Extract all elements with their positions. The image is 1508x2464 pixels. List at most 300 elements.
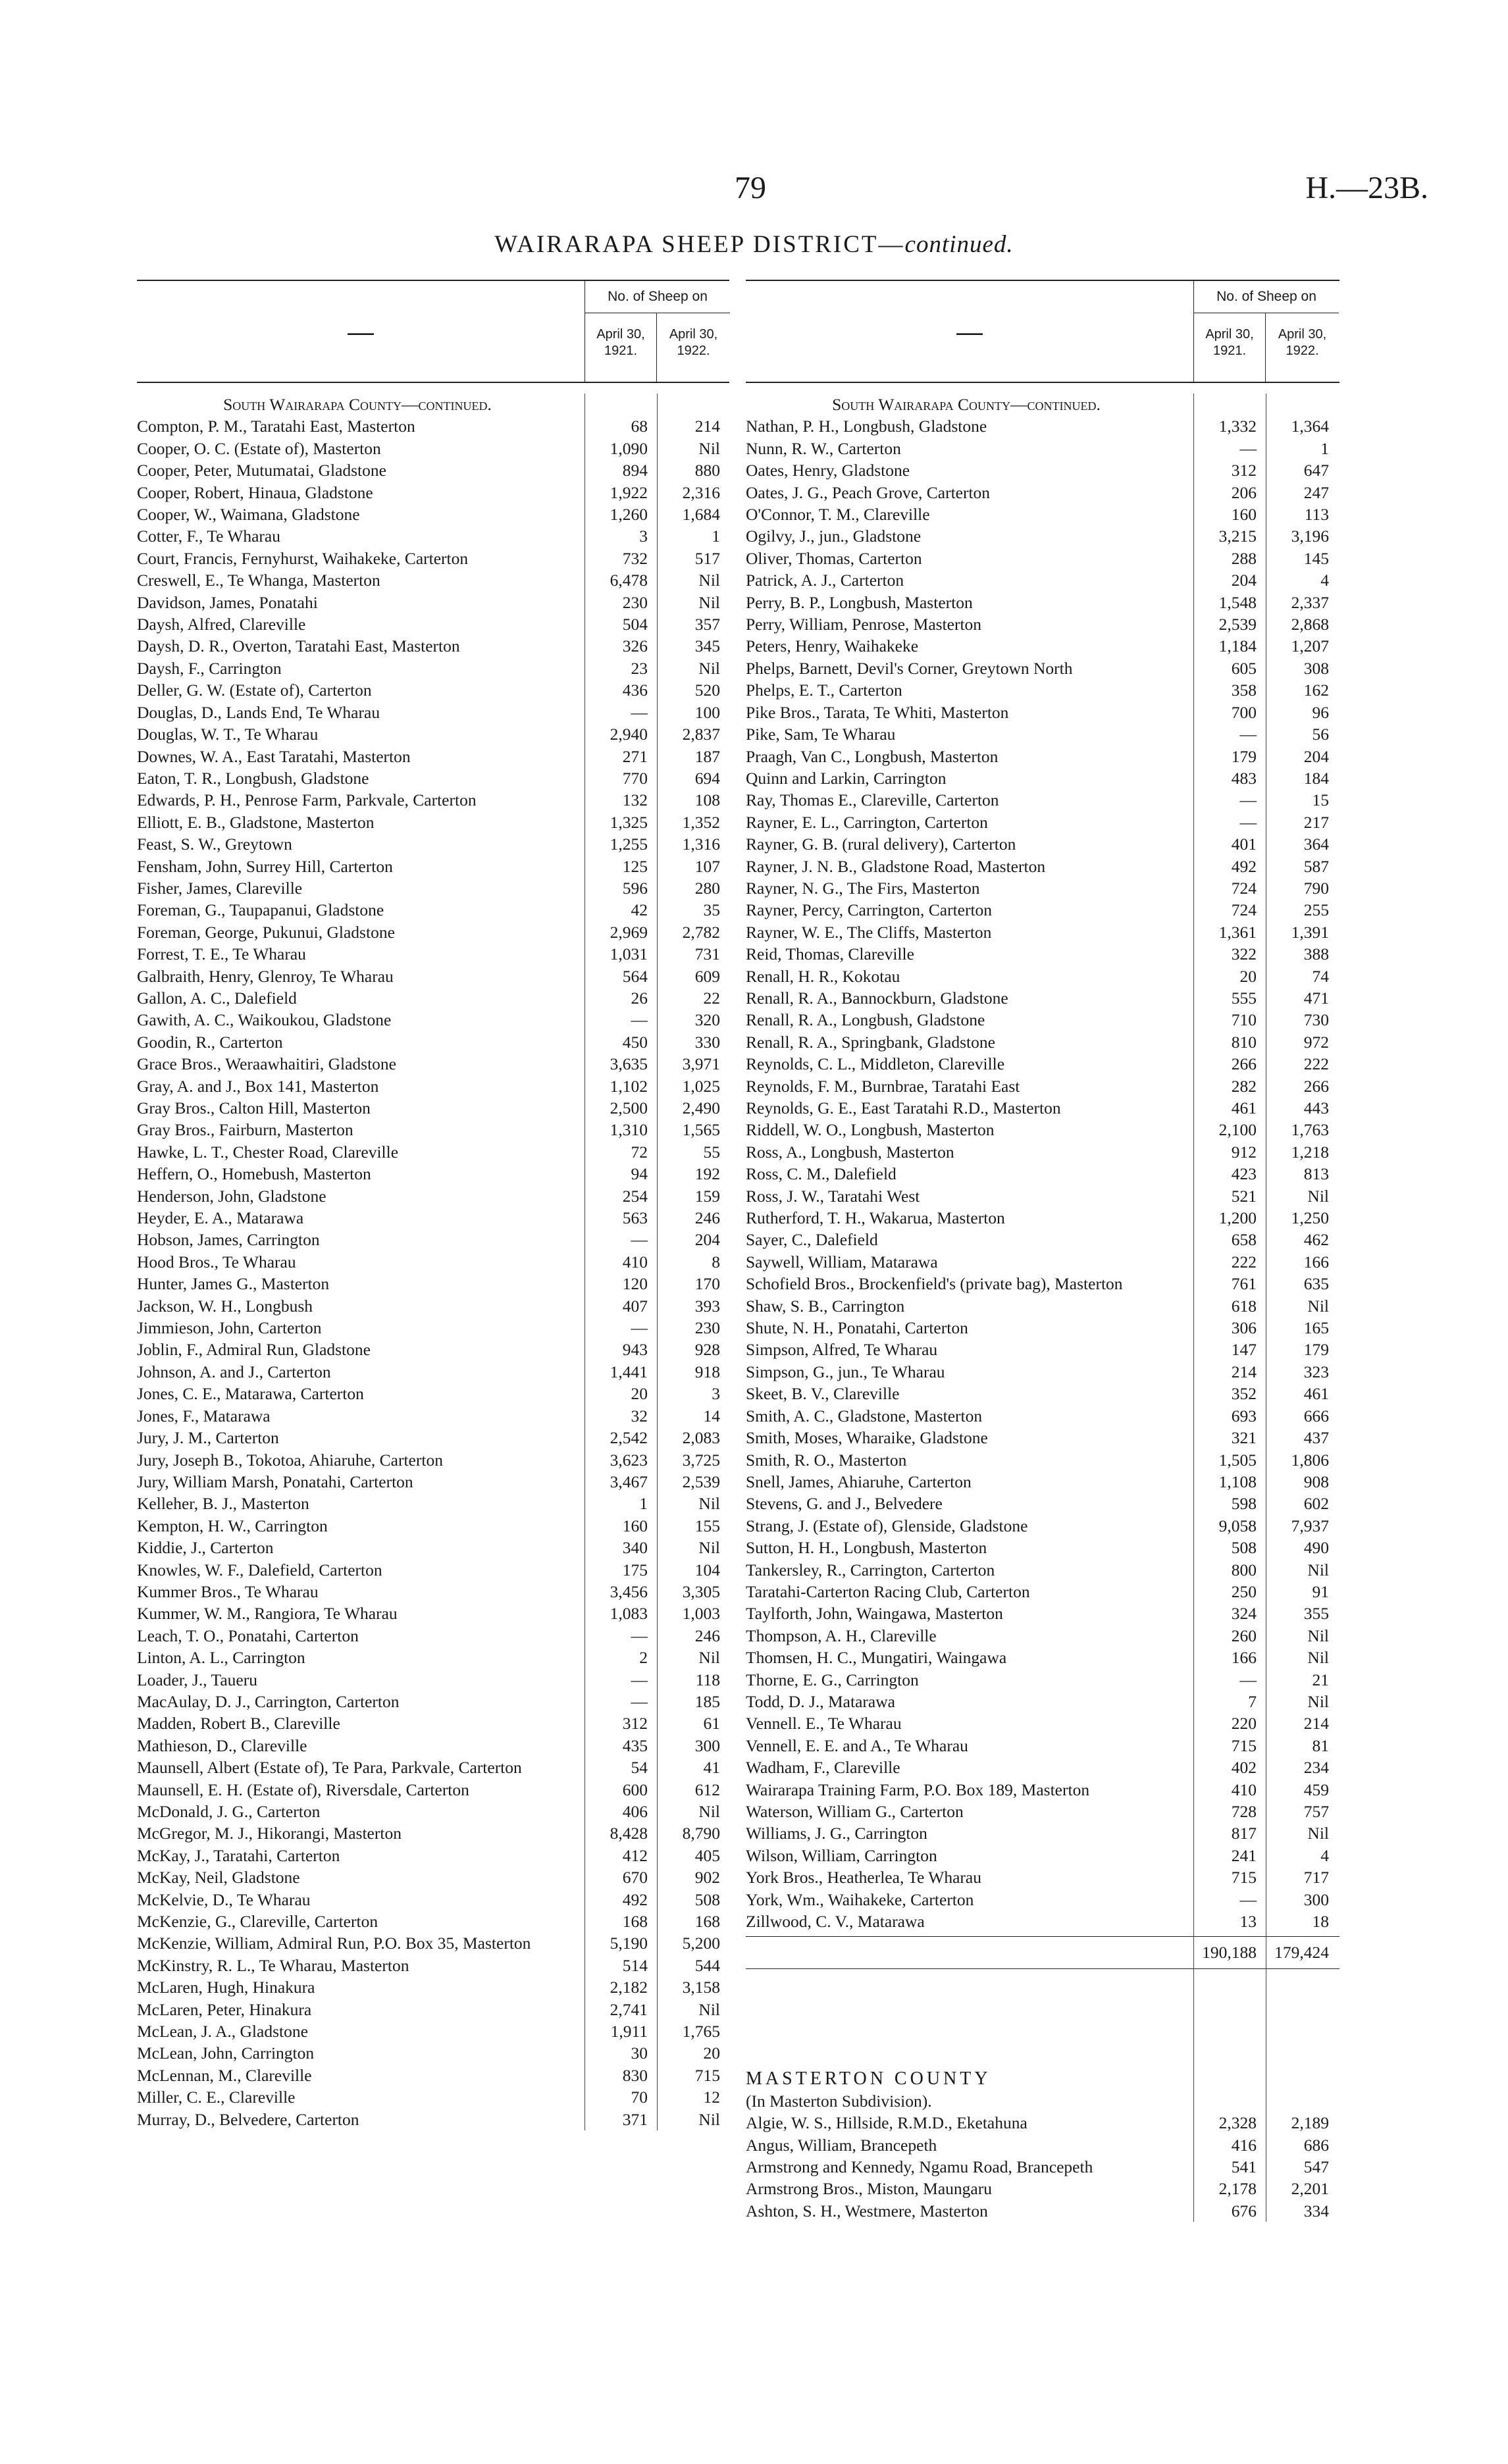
sheep-1921: 514 (622, 1955, 648, 1975)
owner-name: Grace Bros., Weraawhaitiri, Gladstone (137, 1054, 397, 1074)
owner-name: Foreman, G., Taupapanui, Gladstone (137, 900, 384, 920)
sheep-1922: 405 (694, 1845, 720, 1865)
table-row (746, 1911, 1339, 1932)
sheep-1921: 410 (622, 1252, 648, 1271)
sheep-1921: 26 (631, 988, 648, 1008)
sheep-1921: 693 (1231, 1406, 1257, 1425)
sheep-1922: 21 (1312, 1670, 1329, 1689)
total-1921: 190,188 (1202, 1943, 1257, 1963)
sheep-1922: 100 (694, 702, 720, 722)
sheep-1921: 504 (622, 615, 648, 634)
owner-name: Miller, C. E., Clareville (137, 2088, 296, 2107)
table-row (746, 811, 1339, 833)
table-row (746, 2134, 1339, 2156)
sheep-1921: 1,441 (610, 1362, 648, 1381)
owner-name: Jury, William Marsh, Ponatahi, Carterton (137, 1472, 413, 1491)
table-row (746, 1845, 1339, 1866)
sheep-1922: 880 (694, 461, 720, 480)
sheep-1922: 459 (1303, 1780, 1329, 1799)
sheep-1921: 830 (622, 2065, 648, 2085)
table-row (137, 2065, 729, 2086)
owner-name: Leach, T. O., Ponatahi, Carterton (137, 1626, 359, 1645)
sheep-1921: 312 (622, 1714, 648, 1733)
sheep-1922: 113 (1304, 505, 1329, 525)
sheep-1921: 676 (1231, 2201, 1257, 2220)
sheep-1922: Nil (698, 571, 720, 590)
owner-name: Renall, R. A., Longbush, Gladstone (746, 1010, 985, 1030)
table-row (746, 613, 1339, 635)
table-row (746, 1229, 1339, 1250)
owner-name: Algie, W. S., Hillside, R.M.D., Eketahuna (746, 2113, 1027, 2133)
owner-name: Thorne, E. G., Carrington (746, 1670, 919, 1689)
sheep-1922: 35 (703, 900, 720, 920)
owner-name: McKenzie, G., Clareville, Carterton (137, 1912, 378, 1932)
sheep-1922: 323 (1303, 1362, 1329, 1381)
table-row (137, 1581, 729, 1603)
table-row (137, 1449, 729, 1471)
owner-name: Sutton, H. H., Longbush, Masterton (746, 1538, 987, 1558)
sheep-1922: 234 (1303, 1758, 1329, 1778)
table-row (137, 592, 729, 613)
sheep-1922: 300 (694, 1735, 720, 1755)
table-row (137, 1845, 729, 1866)
sheep-1922: 587 (1303, 856, 1329, 876)
sheep-1921: — (1239, 1670, 1257, 1689)
sheep-1922: 2,189 (1291, 2113, 1329, 2133)
sheep-1922: 162 (1303, 680, 1329, 700)
sheep-1921: 412 (622, 1845, 648, 1865)
owner-name: Cooper, Robert, Hinaua, Gladstone (137, 482, 373, 502)
table-row (137, 635, 729, 657)
sheep-1922: 790 (1303, 878, 1329, 898)
sheep-1921: 3,623 (610, 1450, 648, 1470)
sheep-1921: 800 (1231, 1560, 1257, 1579)
owner-name: Skeet, B. V., Clareville (746, 1384, 900, 1404)
owner-name: Rayner, E. L., Carrington, Carterton (746, 812, 988, 832)
sheep-1921: 810 (1231, 1032, 1257, 1052)
table-row (746, 1735, 1339, 1757)
table-row (746, 1647, 1339, 1668)
owner-name: Simpson, G., jun., Te Wharau (746, 1362, 945, 1381)
sheep-1922: 12 (703, 2088, 720, 2107)
sheep-1921: 166 (1231, 1648, 1257, 1668)
sheep-1921: 2,500 (610, 1098, 648, 1117)
table-row (137, 877, 729, 899)
table-row (746, 1625, 1339, 1647)
owner-name: Todd, D. J., Matarawa (746, 1691, 895, 1711)
sheep-1922: 612 (694, 1780, 720, 1799)
table-row (137, 1669, 729, 1691)
sheep-1921: 282 (1231, 1076, 1257, 1096)
sheep-1921: 715 (1231, 1868, 1257, 1887)
title-main: WAIRARAPA SHEEP DISTRICT— (494, 231, 905, 258)
table-row (137, 943, 729, 965)
sheep-1921: 160 (622, 1516, 648, 1535)
table-row (746, 1009, 1339, 1031)
table-row (746, 2200, 1339, 2222)
sheep-1921: 250 (1231, 1581, 1257, 1601)
table-row (137, 525, 729, 547)
sheep-1922: 2,868 (1291, 615, 1329, 634)
sheep-1921: 3,456 (610, 1581, 648, 1601)
table-row (137, 2020, 729, 2042)
sheep-1921: 1,361 (1218, 922, 1257, 942)
owner-name: Fisher, James, Clareville (137, 878, 303, 898)
owner-name: Taylforth, John, Waingawa, Masterton (746, 1604, 1003, 1624)
sheep-1922: 15 (1312, 790, 1329, 810)
sheep-1922: 1,364 (1291, 417, 1329, 436)
sheep-1922: 1,684 (682, 505, 720, 525)
table-row (137, 1471, 729, 1493)
table-row (746, 1295, 1339, 1317)
sheep-1921: 710 (1231, 1010, 1257, 1030)
owner-name: Hawke, L. T., Chester Road, Clareville (137, 1142, 399, 1162)
sheep-1921: 521 (1231, 1186, 1257, 1206)
owner-name: York, Wm., Waihakeke, Carterton (746, 1889, 974, 1909)
table-row (746, 679, 1339, 701)
owner-name: Davidson, James, Ponatahi (137, 592, 318, 612)
sheep-1921: 410 (1231, 1780, 1257, 1799)
owner-name: Foreman, George, Pukunui, Gladstone (137, 922, 395, 942)
sheep-1922: 104 (694, 1560, 720, 1579)
owner-name: Williams, J. G., Carrington (746, 1824, 927, 1843)
owner-name: Angus, William, Brancepeth (746, 2135, 937, 2155)
owner-name: Oliver, Thomas, Carterton (746, 548, 922, 568)
owner-name: Rayner, Percy, Carrington, Carterton (746, 900, 993, 920)
owner-name: Cooper, Peter, Mutumatai, Gladstone (137, 461, 386, 480)
sheep-1922: Nil (1307, 1186, 1329, 1206)
owner-name: Gray Bros., Calton Hill, Masterton (137, 1098, 371, 1117)
sheep-1922: 757 (1303, 1802, 1329, 1821)
table-row (137, 657, 729, 679)
sheep-1921: 715 (1231, 1735, 1257, 1755)
sheep-1921: 220 (1231, 1714, 1257, 1733)
owner-name: Creswell, E., Te Whanga, Masterton (137, 571, 380, 590)
sheep-1922: 55 (703, 1142, 720, 1162)
owner-name: Waterson, William G., Carterton (746, 1802, 964, 1821)
sheep-1921: 605 (1231, 658, 1257, 678)
owner-name: McKinstry, R. L., Te Wharau, Masterton (137, 1955, 409, 1975)
owner-name: Jackson, W. H., Longbush (137, 1296, 313, 1316)
table-row (746, 1207, 1339, 1229)
table-row (137, 1229, 729, 1250)
sheep-1922: 334 (1303, 2201, 1329, 2220)
sheep-1922: 3,971 (682, 1054, 720, 1074)
table-row (746, 1031, 1339, 1053)
sheep-1922: 266 (1303, 1076, 1329, 1096)
sheep-1922: 320 (694, 1010, 720, 1030)
table-row (137, 1955, 729, 1976)
sheep-1921: 222 (1231, 1252, 1257, 1271)
owner-name: Smith, R. O., Masterton (746, 1450, 907, 1470)
sheep-1922: Nil (1307, 1691, 1329, 1711)
table-row (746, 921, 1339, 943)
owner-name: Wilson, William, Carrington (746, 1845, 937, 1865)
left-rows (137, 415, 729, 2130)
sheep-1921: 598 (1231, 1494, 1257, 1514)
sheep-1922: 2,201 (1291, 2179, 1329, 2199)
table-row (746, 1185, 1339, 1207)
owner-name: Wadham, F., Clareville (746, 1758, 900, 1778)
table-row (746, 1866, 1339, 1888)
owner-name: Henderson, John, Gladstone (137, 1186, 326, 1206)
table-row (137, 1559, 729, 1581)
owner-name: Hobson, James, Carrington (137, 1230, 320, 1250)
table-row (746, 1053, 1339, 1075)
sheep-1922: 179 (1303, 1340, 1329, 1360)
sheep-1921: 912 (1231, 1142, 1257, 1162)
owner-name: Maunsell, Albert (Estate of), Te Para, Parkvale, Carterton (137, 1758, 522, 1778)
table-row (137, 2109, 729, 2130)
sheep-1922: 4 (1320, 571, 1329, 590)
table-row (137, 679, 729, 701)
table-row (137, 1603, 729, 1624)
sheep-1921: 728 (1231, 1802, 1257, 1821)
sheep-1922: 3,196 (1291, 526, 1329, 546)
document-reference: H.—23B. (1305, 170, 1428, 205)
sheep-1922: 214 (694, 417, 720, 436)
sheep-1922: 1 (1320, 438, 1329, 458)
table-row (137, 767, 729, 789)
sheep-1922: 159 (694, 1186, 720, 1206)
owner-name: Gray Bros., Fairburn, Masterton (137, 1120, 353, 1140)
owner-name: Ashton, S. H., Westmere, Masterton (746, 2201, 988, 2220)
table-row (746, 482, 1339, 503)
sheep-1921: 70 (631, 2088, 648, 2107)
table-row (746, 767, 1339, 789)
sheep-1922: 1,250 (1291, 1208, 1329, 1228)
sheep-1921: 20 (631, 1384, 648, 1404)
sheep-1921: 423 (1231, 1164, 1257, 1184)
owner-name: Downes, W. A., East Taratahi, Masterton (137, 746, 411, 766)
table-row (746, 1779, 1339, 1801)
owner-name: Pike, Sam, Te Wharau (746, 725, 896, 744)
owner-name: McDonald, J. G., Carterton (137, 1802, 321, 1821)
sheep-1922: 1,207 (1291, 636, 1329, 656)
sheep-1921: 72 (631, 1142, 648, 1162)
table-row (746, 1119, 1339, 1141)
owner-name: Loader, J., Taueru (137, 1670, 257, 1689)
owner-name: Forrest, T. E., Te Wharau (137, 944, 306, 964)
table-row (746, 1889, 1339, 1911)
sheep-1922: 355 (1303, 1604, 1329, 1624)
sheep-1921: 204 (1231, 571, 1257, 590)
owner-name: Heffern, O., Homebush, Masterton (137, 1164, 371, 1184)
sheep-1922: 118 (695, 1670, 720, 1689)
owner-name: Daysh, F., Carrington (137, 658, 282, 678)
sheep-1922: Nil (1307, 1560, 1329, 1579)
table-row (746, 965, 1339, 987)
owner-name: Ross, C. M., Dalefield (746, 1164, 897, 1184)
sheep-1921: 1,090 (610, 438, 648, 458)
sheep-1922: 1,565 (682, 1120, 720, 1140)
group-label: No. of Sheep on (585, 281, 730, 313)
sheep-1921: 2,940 (610, 725, 648, 744)
table-row (137, 1427, 729, 1449)
owner-name: Hunter, James G., Masterton (137, 1274, 330, 1294)
sheep-1921: 1,102 (610, 1076, 648, 1096)
sheep-1922: Nil (698, 438, 720, 458)
sheep-1921: 732 (622, 548, 648, 568)
table-row (746, 548, 1339, 569)
owner-name: McLean, John, Carrington (137, 2043, 315, 2063)
owner-name: Strang, J. (Estate of), Glenside, Gladstone (746, 1516, 1028, 1535)
sheep-1922: 647 (1303, 461, 1329, 480)
owner-name: Armstrong Bros., Miston, Maungaru (746, 2179, 992, 2199)
sheep-1922: Nil (698, 1494, 720, 1514)
owner-name: McKay, J., Taratahi, Carterton (137, 1845, 340, 1865)
owner-name: Rayner, G. B. (rural delivery), Carterton (746, 834, 1016, 854)
table-row (137, 613, 729, 635)
owner-name: Vennell. E., Te Wharau (746, 1714, 902, 1733)
owner-name: Quinn and Larkin, Carrington (746, 768, 947, 788)
table-row (746, 1822, 1339, 1844)
sheep-1922: 2,316 (682, 482, 720, 502)
sheep-1921: — (631, 1670, 648, 1689)
owner-name: Deller, G. W. (Estate of), Carterton (137, 680, 372, 700)
owner-name: Cooper, W., Waimana, Gladstone (137, 505, 360, 525)
owner-name: Douglas, D., Lands End, Te Wharau (137, 702, 380, 722)
total-1922: 179,424 (1274, 1943, 1329, 1963)
sheep-1922: 547 (1303, 2157, 1329, 2177)
owner-name: Stevens, G. and J., Belvedere (746, 1494, 943, 1514)
sheep-1921: 2,969 (610, 922, 648, 942)
sheep-1922: 166 (1303, 1252, 1329, 1271)
owner-name: Kelleher, B. J., Masterton (137, 1494, 309, 1514)
sheep-1922: Nil (698, 1648, 720, 1668)
sheep-1921: 436 (622, 680, 648, 700)
sheep-1922: 155 (694, 1516, 720, 1535)
table-row (746, 943, 1339, 965)
sheep-1922: 204 (1303, 746, 1329, 766)
sheep-1922: Nil (698, 1538, 720, 1558)
section-heading: South Wairarapa County—continued. (223, 395, 492, 414)
owner-name: Gallon, A. C., Dalefield (137, 988, 297, 1008)
table-row (137, 482, 729, 503)
sheep-1921: 1,108 (1218, 1472, 1257, 1491)
sheep-1922: 717 (1303, 1868, 1329, 1887)
sheep-1921: 563 (622, 1208, 648, 1228)
sheep-1922: 928 (694, 1340, 720, 1360)
table-row (137, 1932, 729, 1954)
table-row (137, 1097, 729, 1119)
table-row (746, 723, 1339, 745)
sheep-1921: 260 (1231, 1626, 1257, 1645)
table-row (137, 1712, 729, 1734)
table-row (746, 1273, 1339, 1295)
table-row (137, 1075, 729, 1097)
sheep-1922: 635 (1303, 1274, 1329, 1294)
sheep-1922: 902 (694, 1868, 720, 1887)
table-row (137, 899, 729, 921)
sheep-1921: 312 (1231, 461, 1257, 480)
table-row (137, 1273, 729, 1295)
table-row (746, 1669, 1339, 1691)
owner-name: Feast, S. W., Greytown (137, 834, 292, 854)
owner-name: Douglas, W. T., Te Wharau (137, 725, 319, 744)
table-row (137, 702, 729, 723)
owner-name: Thomsen, H. C., Mungatiri, Waingawa (746, 1648, 1007, 1668)
sheep-1922: Nil (1307, 1648, 1329, 1668)
sheep-1922: 471 (1303, 988, 1329, 1008)
title-continued: continued. (904, 231, 1014, 258)
owner-name: Eaton, T. R., Longbush, Gladstone (137, 768, 369, 788)
owner-name: Armstrong and Kennedy, Ngamu Road, Brancepeth (746, 2157, 1093, 2177)
sheep-count-header (585, 281, 730, 382)
sheep-1921: 288 (1231, 548, 1257, 568)
owner-name: Galbraith, Henry, Glenroy, Te Wharau (137, 966, 394, 986)
owner-name: McLaren, Peter, Hinakura (137, 1999, 312, 2019)
sheep-1922: 2,083 (682, 1428, 720, 1448)
sheep-1921: 266 (1231, 1054, 1257, 1074)
sheep-1921: 564 (622, 966, 648, 986)
owner-name: Tankersley, R., Carrington, Carterton (746, 1560, 995, 1579)
sheep-1922: 300 (1303, 1889, 1329, 1909)
owner-name: Vennell, E. E. and A., Te Wharau (746, 1735, 968, 1755)
sheep-1922: Nil (1307, 1824, 1329, 1843)
owner-name: Gawith, A. C., Waikoukou, Gladstone (137, 1010, 392, 1030)
owner-name: Rayner, W. E., The Cliffs, Masterton (746, 922, 992, 942)
sheep-1921: 6,478 (610, 571, 648, 590)
table-row (137, 1493, 729, 1514)
total-row (746, 1936, 1339, 1969)
table-row (137, 965, 729, 987)
sheep-1922: 3,725 (682, 1450, 720, 1470)
owner-name: McLaren, Hugh, Hinakura (137, 1978, 315, 1997)
owner-name: Reynolds, C. L., Middleton, Clareville (746, 1054, 1005, 1074)
owner-name: Smith, A. C., Gladstone, Masterton (746, 1406, 983, 1425)
owner-name: Heyder, E. A., Matarawa (137, 1208, 304, 1228)
sheep-1921: 1,083 (610, 1604, 648, 1624)
sheep-1922: 517 (694, 548, 720, 568)
owner-name: Kummer Bros., Te Wharau (137, 1581, 319, 1601)
sheep-1921: 3,215 (1218, 526, 1257, 546)
sheep-1921: 271 (622, 746, 648, 766)
table-row (137, 1295, 729, 1317)
sheep-1922: 602 (1303, 1494, 1329, 1514)
table-row (137, 569, 729, 591)
sheep-1921: — (1239, 812, 1257, 832)
sheep-1922: 222 (1303, 1054, 1329, 1074)
sheep-1922: 217 (1303, 812, 1329, 832)
sheep-1921: 68 (631, 417, 648, 436)
sheep-1922: 7,937 (1291, 1516, 1329, 1535)
table-row (137, 1911, 729, 1932)
sheep-1922: 1,025 (682, 1076, 720, 1096)
owner-name: Cotter, F., Te Wharau (137, 526, 280, 546)
sheep-1921: 324 (1231, 1604, 1257, 1624)
sheep-1922: 20 (703, 2043, 720, 2063)
sheep-1921: 435 (622, 1735, 648, 1755)
owner-name: Elliott, E. B., Gladstone, Masterton (137, 812, 375, 832)
table-row (746, 1471, 1339, 1493)
table-row (746, 635, 1339, 657)
table-row (137, 438, 729, 459)
table-row (746, 1383, 1339, 1404)
table-row (746, 415, 1339, 437)
owner-name: Zillwood, C. V., Matarawa (746, 1912, 925, 1932)
table-row (746, 569, 1339, 591)
table-row (137, 1317, 729, 1339)
sheep-1922: 22 (703, 988, 720, 1008)
sheep-1921: 23 (631, 658, 648, 678)
owner-name: Rayner, J. N. B., Gladstone Road, Masterton (746, 856, 1046, 876)
sheep-1922: 170 (694, 1274, 720, 1294)
sheep-1921: 2,182 (610, 1978, 648, 1997)
sheep-1922: 56 (1312, 725, 1329, 744)
table-row (137, 789, 729, 811)
table-row (746, 789, 1339, 811)
